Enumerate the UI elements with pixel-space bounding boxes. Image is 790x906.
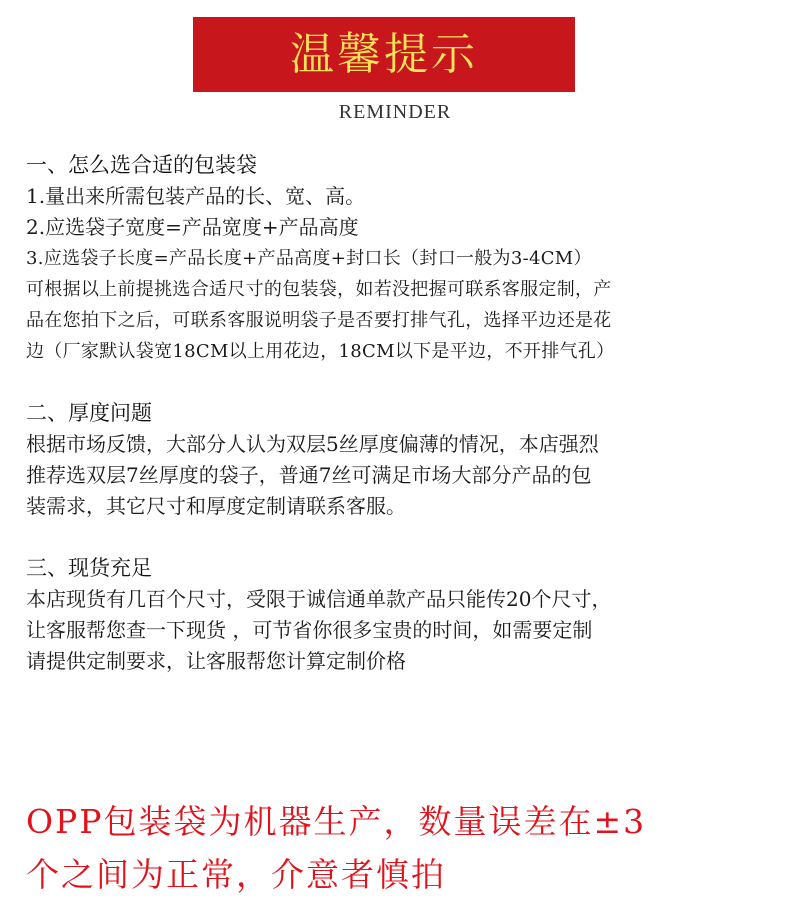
paragraph-line: 边（厂家默认袋宽18CM以上用花边，18CM以下是平边，不开排气孔） (26, 341, 615, 362)
paragraph-line: 品在您拍下之后，可联系客服说明袋子是否要打排气孔，选择平边还是花 (26, 310, 612, 331)
paragraph-line: 本店现货有几百个尺寸，受限于诚信通单款产品只能传20个尺寸， (26, 587, 612, 611)
spacer (26, 522, 776, 553)
warning-notice (26, 795, 776, 901)
title-banner (193, 17, 575, 92)
section-stock (26, 553, 776, 677)
warning-line: OPP包装袋为机器生产，数量误差在±3 (26, 802, 647, 841)
paragraph-line: 可根据以上前提挑选合适尺寸的包装袋，如若没把握可联系客服定制，产 (26, 279, 612, 300)
section-heading: 二、厚度问题 (26, 401, 152, 425)
paragraph-line: 请提供定制要求，让客服帮您计算定制价格 (26, 649, 406, 673)
paragraph-line: 根据市场反馈，大部分人认为双层5丝厚度偏薄的情况，本店强烈 (26, 432, 599, 456)
section-choose-bag (26, 150, 776, 367)
spacer (26, 367, 776, 398)
section-thickness (26, 398, 776, 522)
paragraph-line: 1.量出来所需包装产品的长、宽、高。 (26, 184, 366, 208)
paragraph-line: 2.应选袋子宽度=产品宽度+产品高度 (26, 215, 359, 239)
section-heading: 三、现货充足 (26, 556, 152, 580)
warning-line: 个之间为正常，介意者慎拍 (26, 855, 446, 894)
paragraph-line: 3.应选袋子长度=产品长度+产品高度+封口长（封口一般为3-4CM） (26, 248, 592, 269)
paragraph-line: 推荐选双层7丝厚度的袋子，普通7丝可满足市场大部分产品的包 (26, 463, 592, 487)
section-heading: 一、怎么选合适的包装袋 (26, 153, 257, 177)
main-content (26, 150, 776, 677)
banner-title: 温馨提示 (290, 28, 478, 80)
paragraph-line: 让客服帮您查一下现货 ，可节省你很多宝贵的时间，如需要定制 (26, 618, 593, 642)
paragraph-line: 装需求，其它尺寸和厚度定制请联系客服。 (26, 494, 406, 518)
subtitle: REMINDER (338, 101, 452, 123)
